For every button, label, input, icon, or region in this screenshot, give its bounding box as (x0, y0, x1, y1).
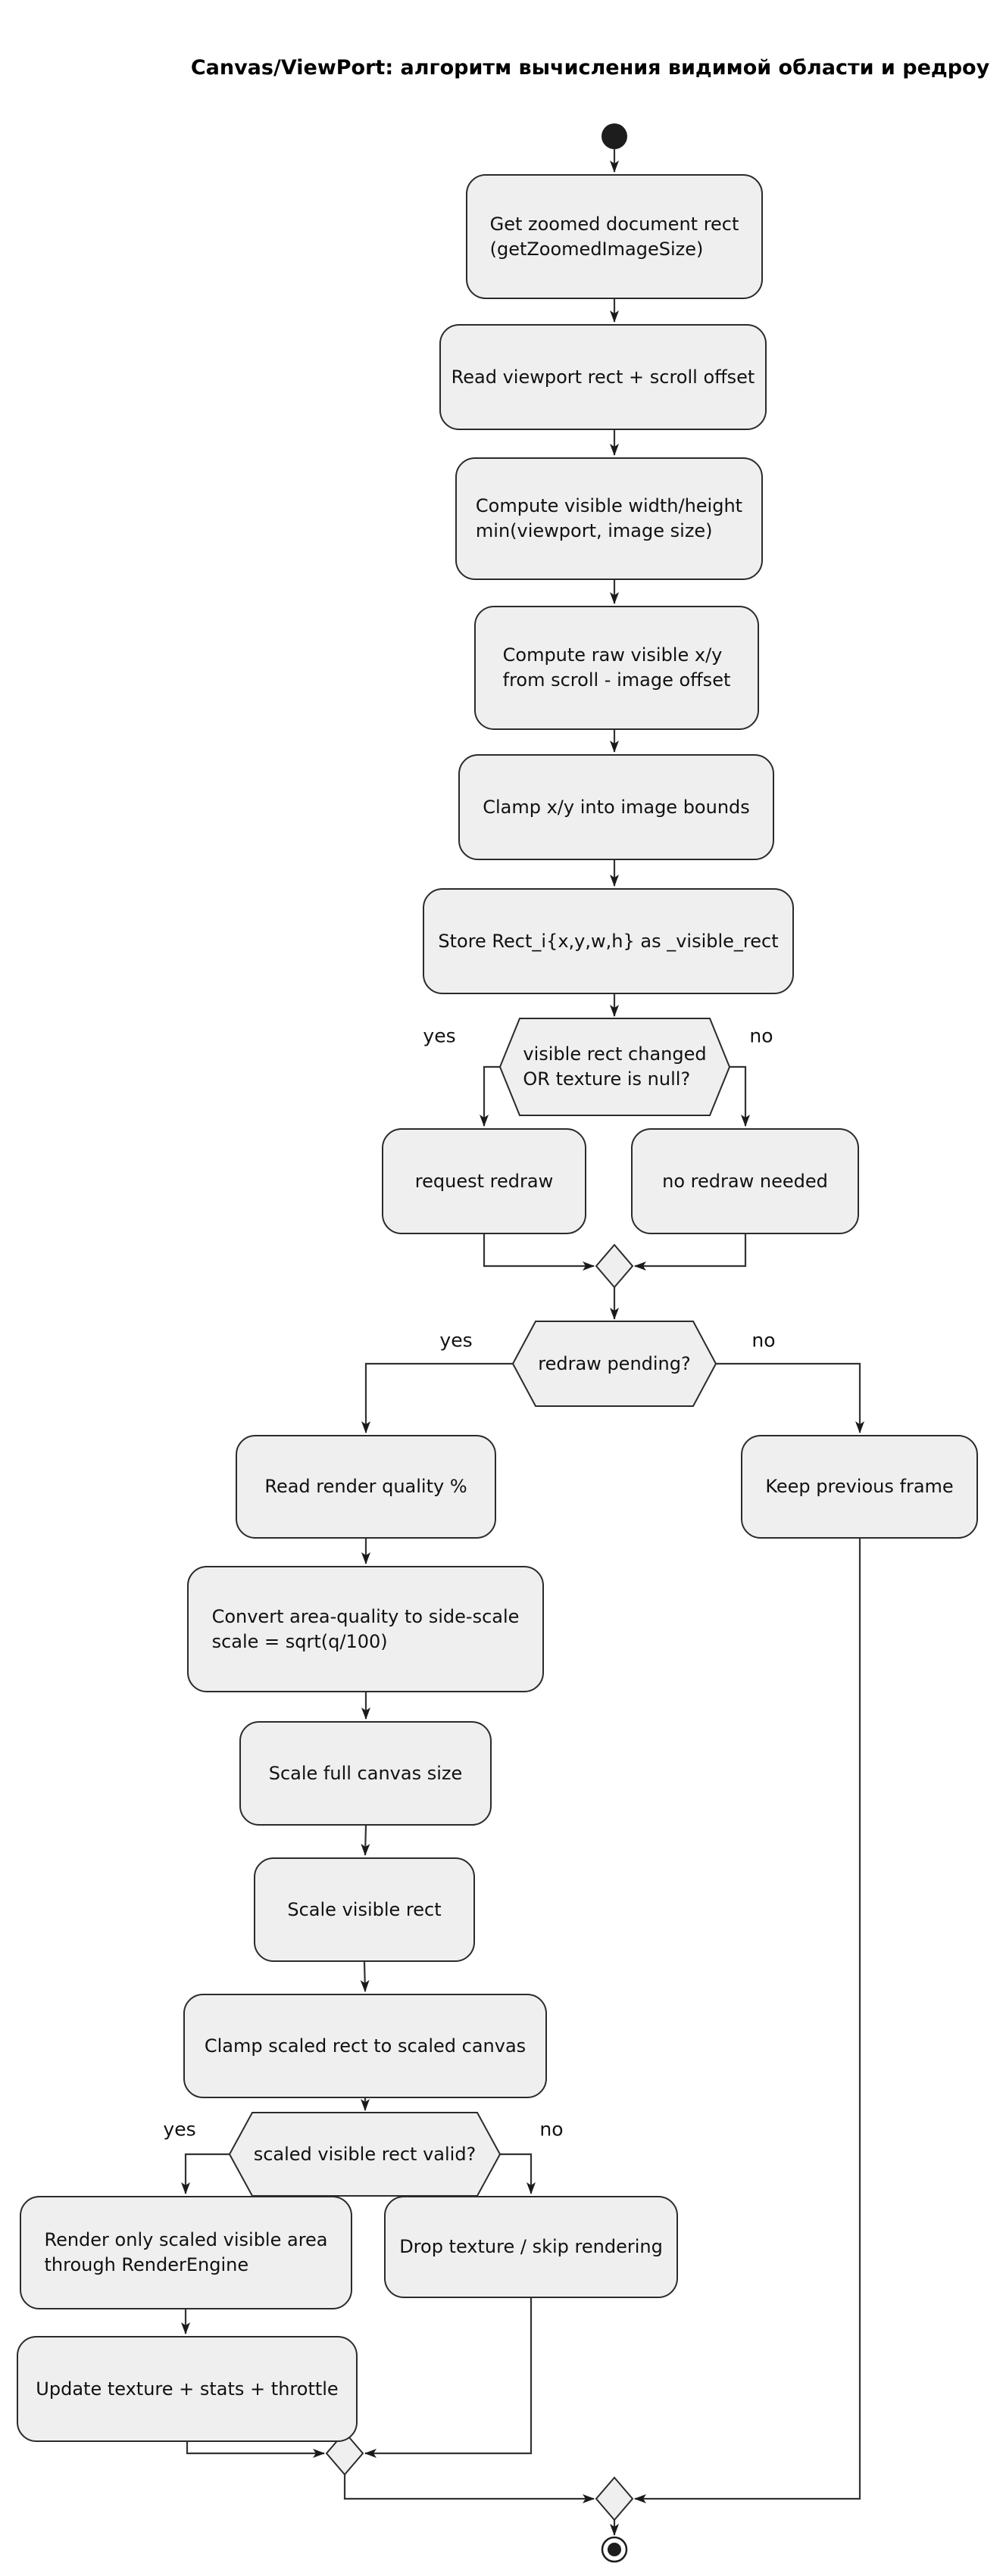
edge-noredraw-to-merge1 (635, 1234, 745, 1266)
start-node (601, 123, 627, 149)
edge-label-valid-no: no (539, 2118, 564, 2141)
edge-label-pending-yes: yes (439, 1329, 473, 1352)
decision-scaled-rect-valid: scaled visible rect valid? (253, 2143, 477, 2165)
node-compute-visible-wh: Compute visible width/height min(viewport, image size) (455, 457, 763, 580)
edge-decision1-yes (484, 1067, 500, 1126)
edge-label-valid-yes: yes (163, 2118, 196, 2141)
edge-merge2-to-merge3 (345, 2475, 594, 2499)
node-render-visible-area: Render only scaled visible area through RenderEngine (20, 2196, 352, 2309)
node-request-redraw: request redraw (382, 1128, 586, 1234)
node-update-texture: Update texture + stats + throttle (17, 2336, 358, 2442)
node-get-zoomed-rect: Get zoomed document rect (getZoomedImageSize) (466, 174, 763, 299)
node-scale-visible-rect: Scale visible rect (254, 1857, 475, 1962)
edge-scalecanvas-to-scalevisible (365, 1826, 366, 1855)
edge-label-changed-no: no (749, 1024, 773, 1047)
merge-diamond-3 (596, 2478, 633, 2520)
edge-decision2-no (716, 1364, 860, 1433)
edge-requestredraw-to-merge1 (484, 1234, 594, 1266)
edge-decision1-no (730, 1067, 745, 1126)
node-convert-quality: Convert area-quality to side-scale scale = sqrt(q/100) (187, 1566, 544, 1692)
node-scale-full-canvas: Scale full canvas size (239, 1721, 492, 1826)
node-read-render-quality: Read render quality % (236, 1435, 496, 1539)
edge-label-pending-no: no (751, 1329, 776, 1352)
node-drop-texture: Drop texture / skip rendering (384, 2196, 678, 2298)
merge-diamond-1 (596, 1245, 633, 1287)
edge-drop-to-merge2 (365, 2298, 531, 2453)
decision-visible-rect-changed: visible rect changed OR texture is null? (523, 1043, 707, 1090)
node-read-viewport: Read viewport rect + scroll offset (439, 324, 767, 430)
edge-decision3-no (500, 2154, 531, 2194)
end-node-inner (608, 2543, 621, 2556)
node-clamp-xy: Clamp x/y into image bounds (458, 754, 774, 860)
node-clamp-scaled-rect: Clamp scaled rect to scaled canvas (183, 1994, 547, 2098)
edge-decision3-yes (186, 2154, 230, 2194)
node-store-visible-rect: Store Rect_i{x,y,w,h} as _visible_rect (423, 888, 794, 994)
edge-keepframe-to-merge3 (635, 1539, 860, 2499)
edge-scalevisible-to-clampscaled (364, 1962, 365, 1991)
node-compute-raw-xy: Compute raw visible x/y from scroll - image offset (474, 606, 759, 730)
decision-redraw-pending: redraw pending? (538, 1352, 691, 1374)
node-keep-previous-frame: Keep previous frame (741, 1435, 978, 1539)
edge-decision2-yes (366, 1364, 513, 1433)
edge-label-changed-yes: yes (423, 1024, 456, 1047)
node-no-redraw-needed: no redraw needed (631, 1128, 859, 1234)
diagram-title: Canvas/ViewPort: алгоритм вычисления видимой области и редроу (190, 56, 990, 80)
edge-update-to-merge2 (187, 2442, 324, 2453)
